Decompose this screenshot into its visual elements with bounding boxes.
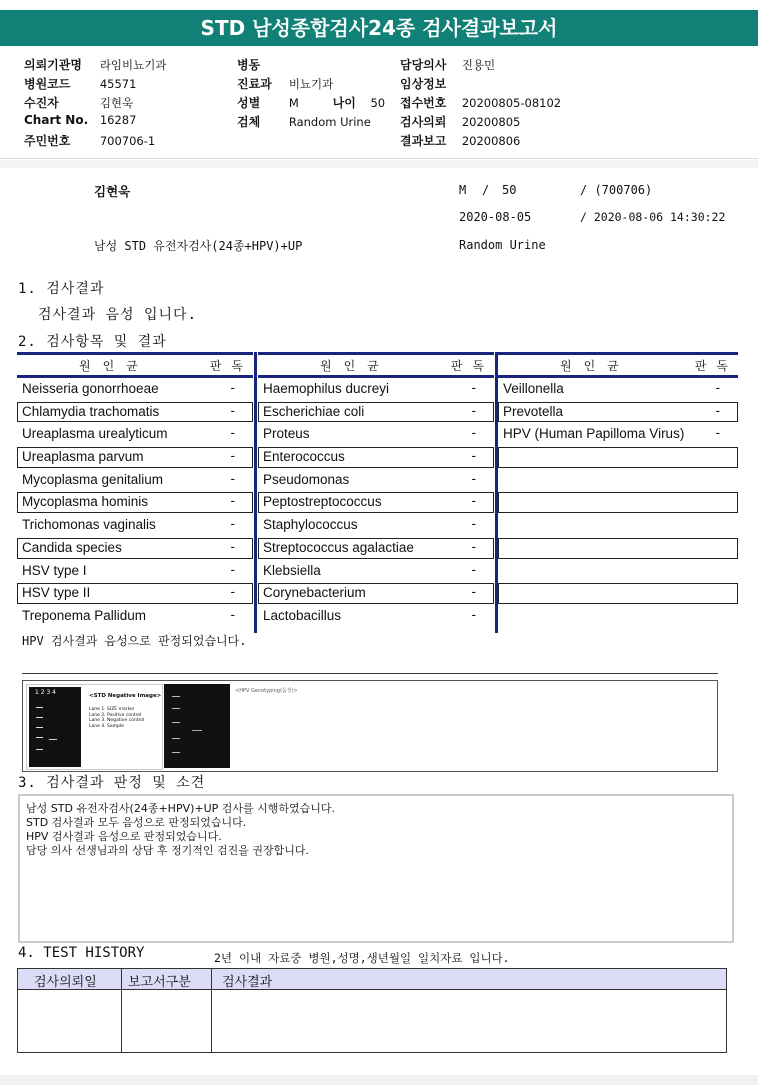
result-row: [498, 378, 738, 401]
row-border: [498, 492, 738, 513]
result-row: [498, 537, 738, 560]
gel-band: [172, 696, 180, 697]
report-datetime: / 2020-08-06 14:30:22: [580, 210, 726, 224]
header-specimen: 검체 Random Urine: [237, 115, 371, 129]
result-row: [17, 378, 253, 401]
history-note: 2년 이내 자료중 병원,성명,생년월일 일치자료 입니다.: [214, 951, 510, 965]
gel-band: [172, 722, 180, 723]
organism-name: Trichomonas vaginalis: [22, 517, 156, 533]
organism-name: Veillonella: [503, 381, 564, 396]
organism-name: Lactobacillus: [263, 607, 342, 623]
header-receipt-no: 접수번호 20200805-08102: [400, 96, 562, 110]
result-row: [258, 491, 494, 514]
organism-result: -: [230, 448, 235, 464]
organism-name: Peptostreptococcus: [263, 494, 382, 510]
organism-result: -: [471, 538, 476, 554]
patient-slash: /: [482, 183, 490, 197]
gel-band: [192, 730, 202, 731]
organism-result: -: [715, 425, 720, 441]
header-hospital-code: 병원코드 45571: [24, 77, 137, 91]
organism-name: HPV (Human Papilloma Virus): [503, 426, 685, 442]
organism-result: -: [230, 402, 235, 418]
organism-name: Corynebacterium: [263, 585, 366, 601]
organism-result: -: [230, 538, 235, 554]
result-row: [498, 423, 738, 446]
organism-name: Pseudomonas: [263, 471, 350, 487]
gel-band: [49, 739, 57, 740]
result-row: [17, 537, 253, 560]
row-border: [498, 583, 738, 604]
organism-name: Enterococcus: [263, 449, 345, 465]
test-history-table: [17, 968, 727, 1053]
result-row: [498, 582, 738, 605]
history-col-divider: [211, 969, 212, 1052]
opinion-line: 남성 STD 유전자검사(24종+HPV)+UP 검사를 시행하였습니다.: [26, 802, 336, 815]
organism-result: -: [715, 380, 720, 395]
result-row: [498, 605, 738, 628]
opinion-line: STD 검사결과 모두 음성으로 판정되었습니다.: [26, 816, 247, 829]
gel-band: [172, 738, 180, 739]
header-info: [0, 50, 758, 159]
opinion-line: 담당 의사 선생님과의 상담 후 정기적인 검진을 권장합니다.: [26, 844, 309, 857]
organism-name: Mycoplasma genitalium: [22, 471, 164, 487]
result-row: [17, 446, 253, 469]
organism-result: -: [471, 561, 476, 577]
organism-name: Ureaplasma urealyticum: [22, 426, 168, 442]
header-report-date: 결과보고 20200806: [400, 134, 521, 148]
organism-result: -: [715, 402, 720, 418]
organism-result: -: [471, 493, 476, 509]
result-row: [17, 469, 253, 492]
header-resident-no: 주민번호 700706-1: [24, 134, 156, 148]
result-row: [258, 469, 494, 492]
organism-name: Escherichiae coli: [263, 403, 365, 419]
result-row: [258, 582, 494, 605]
section-1-title: 1. 검사결과: [18, 281, 105, 297]
organism-name: Staphylococcus: [263, 517, 358, 533]
gel-image-box: [22, 680, 718, 772]
organism-result: -: [230, 425, 235, 441]
organism-name: HSV type II: [22, 585, 91, 601]
result-row: [17, 560, 253, 583]
overall-result: 검사결과 음성 입니다.: [38, 307, 198, 323]
organism-name: Proteus: [263, 426, 310, 442]
header-department: 진료과 비뇨기과: [237, 77, 334, 91]
result-row: [258, 605, 494, 628]
report-title: STD 남성종합검사24종 검사결과보고서: [0, 10, 758, 46]
header-clinic: 의뢰기관명 라임비뇨기과: [24, 58, 167, 72]
test-name: 남성 STD 유전자검사(24종+HPV)+UP: [94, 239, 303, 253]
header-sex: 성별 M 나이 50: [237, 96, 386, 110]
organism-result: -: [230, 380, 235, 395]
gel-band: [172, 708, 180, 709]
result-row: [258, 560, 494, 583]
history-col-divider: [121, 969, 122, 1052]
results-column-3: [498, 352, 738, 628]
organism-name: Candida species: [22, 539, 122, 555]
result-row: [17, 491, 253, 514]
header-separator: [0, 160, 758, 168]
result-row: [498, 401, 738, 424]
organism-name: Neisseria gonorrhoeae: [22, 381, 159, 396]
gel-band: [36, 717, 43, 718]
gel-band: [36, 727, 43, 728]
divider-line: [22, 673, 718, 674]
std-negative-image: [26, 684, 163, 770]
organism-name: Klebsiella: [263, 562, 321, 578]
organism-result: -: [471, 516, 476, 532]
header-request-date: 검사의뢰 20200805: [400, 115, 521, 129]
organism-result: -: [471, 402, 476, 418]
header-clinical-info: 임상정보: [400, 77, 447, 91]
gel-band: [36, 749, 43, 750]
result-row: [17, 582, 253, 605]
request-date: 2020-08-05: [459, 210, 532, 224]
result-row: [258, 378, 494, 401]
organism-result: -: [230, 516, 235, 532]
column-divider: [254, 352, 257, 633]
results-column-1: [17, 352, 253, 628]
result-row: [258, 514, 494, 537]
gel-band: [36, 707, 43, 708]
header-ward: 병동: [237, 58, 261, 72]
section-2-title: 2. 검사항목 및 결과: [18, 334, 167, 350]
column-header: 원인균 판독: [498, 352, 738, 378]
result-row: [498, 560, 738, 583]
organism-result: -: [471, 425, 476, 441]
organism-name: Mycoplasma hominis: [22, 494, 149, 510]
row-border: [498, 538, 738, 559]
organism-name: HSV type I: [22, 562, 87, 578]
column-divider: [495, 352, 498, 633]
result-row: [498, 514, 738, 537]
row-border: [498, 447, 738, 468]
organism-result: -: [471, 470, 476, 486]
hpv-note: HPV 검사결과 음성으로 판정되었습니다.: [22, 634, 247, 648]
organism-name: Prevotella: [503, 403, 564, 419]
result-row: [17, 514, 253, 537]
column-header: 원인균 판독: [17, 352, 253, 378]
history-header-type: 보고서구분: [128, 975, 191, 990]
result-row: [258, 537, 494, 560]
header-doctor: 담당의사 진용민: [400, 58, 496, 72]
result-row: [258, 446, 494, 469]
organism-result: -: [230, 561, 235, 577]
organism-result: -: [471, 448, 476, 464]
result-row: [498, 491, 738, 514]
specimen-type: Random Urine: [459, 238, 546, 252]
patient-id: / (700706): [580, 183, 653, 197]
result-row: [17, 605, 253, 628]
result-row: [498, 446, 738, 469]
organism-result: -: [471, 584, 476, 600]
opinion-box: [18, 794, 734, 943]
history-header-row: [18, 969, 726, 990]
result-row: [17, 401, 253, 424]
organism-result: -: [230, 493, 235, 509]
hpv-gel-photo: [164, 684, 230, 768]
history-header-date: 검사의뢰일: [34, 975, 97, 990]
column-header: 원인균 판독: [258, 352, 494, 378]
organism-result: -: [471, 606, 476, 622]
gel-band: [36, 737, 43, 738]
section-3-title: 3. 검사결과 판정 및 소견: [18, 775, 206, 791]
organism-name: Streptococcus agalactiae: [263, 539, 414, 555]
organism-result: -: [471, 380, 476, 395]
organism-name: Haemophilus ducreyi: [263, 381, 390, 396]
organism-result: -: [230, 470, 235, 486]
history-header-result: 검사결과: [222, 975, 273, 990]
organism-name: Ureaplasma parvum: [22, 449, 144, 465]
patient-sex: M: [459, 183, 467, 197]
patient-age: 50: [502, 183, 517, 197]
opinion-line: HPV 검사결과 음성으로 판정되었습니다.: [26, 830, 222, 843]
organism-name: Chlamydia trachomatis: [22, 403, 160, 419]
header-chart-no: Chart No. 16287: [24, 113, 137, 127]
result-row: [498, 469, 738, 492]
gel-caption-title: <STD Negative Image>: [89, 693, 162, 699]
hpv-caption: <HPV Genotyping(음성)>: [235, 688, 298, 694]
organism-result: -: [230, 606, 235, 622]
result-row: [17, 423, 253, 446]
gel-lane-numbers: 1 2 3 4: [35, 689, 56, 696]
organism-result: -: [230, 584, 235, 600]
result-row: [258, 423, 494, 446]
organism-name: Treponema Pallidum: [22, 607, 147, 623]
gel-photo: [29, 687, 81, 767]
gel-band: [172, 752, 180, 753]
section-4-title: 4. TEST HISTORY: [18, 945, 145, 961]
gel-caption-lines: Lane 1. SIZE marker Lane 2. Positive control Lane 3. Negative control Lane 4. Sample: [89, 707, 145, 729]
patient-name: 김현욱: [94, 184, 131, 199]
header-patient: 수진자 김현욱: [24, 96, 134, 110]
result-row: [258, 401, 494, 424]
results-column-2: [258, 352, 494, 628]
